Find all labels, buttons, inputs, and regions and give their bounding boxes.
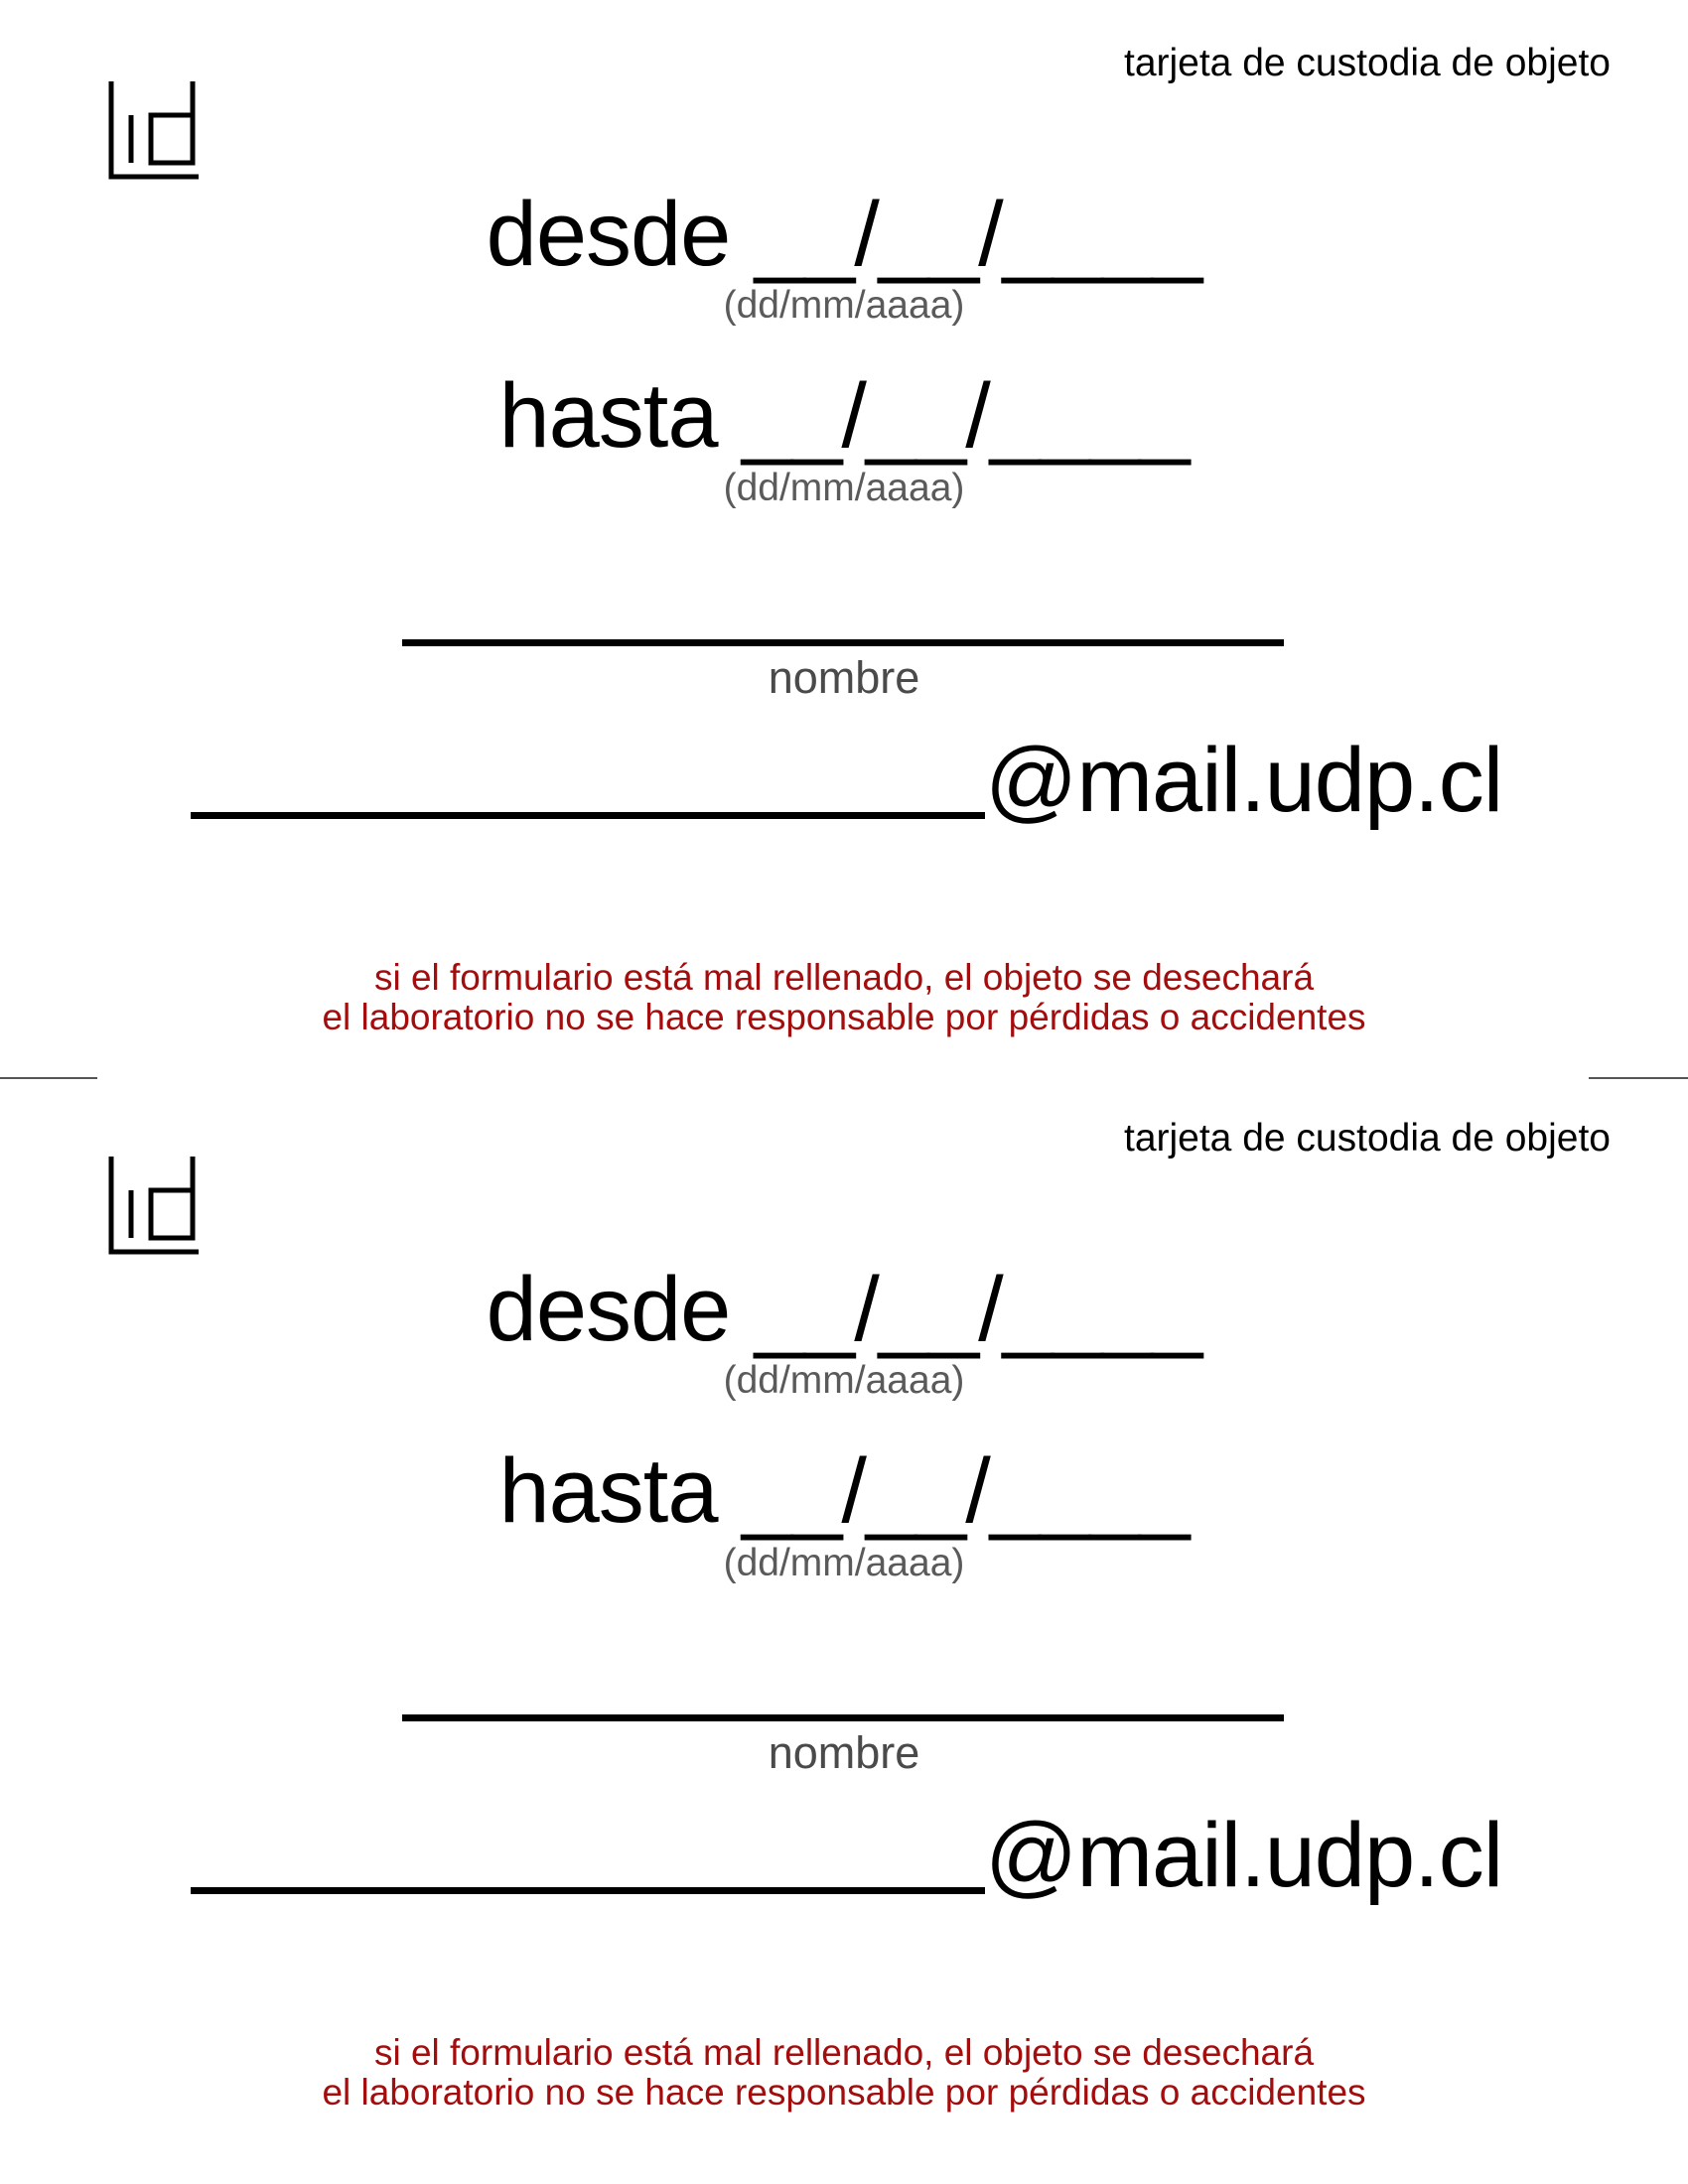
warning-text-2: el laboratorio no se hace responsable por pérdidas o accidentes [322, 997, 1366, 1037]
card-title: tarjeta de custodia de objeto [1123, 42, 1611, 84]
email-domain: @mail.udp.cl [985, 1805, 1503, 1906]
desde-label: desde __/__/____ [486, 184, 1202, 285]
hasta-format-hint: (dd/mm/aaaa) [723, 467, 965, 509]
email-domain: @mail.udp.cl [985, 730, 1503, 831]
custody-card [0, 0, 1688, 1077]
lid-logo-icon [107, 77, 203, 183]
desde-date-field[interactable] [0, 184, 1688, 285]
name-field-line[interactable] [402, 639, 1284, 646]
custody-card [0, 1075, 1688, 2152]
desde-label: desde __/__/____ [486, 1259, 1202, 1360]
desde-format-hint: (dd/mm/aaaa) [723, 284, 965, 327]
email-field-line[interactable] [191, 812, 985, 819]
name-field-line[interactable] [402, 1714, 1284, 1721]
card-title: tarjeta de custodia de objeto [1123, 1117, 1611, 1160]
name-field-label: nombre [768, 652, 920, 703]
desde-date-field[interactable] [0, 1259, 1688, 1360]
name-field-label: nombre [768, 1727, 920, 1778]
lid-logo-icon [107, 1153, 203, 1258]
hasta-label: hasta __/__/____ [498, 1440, 1190, 1542]
hasta-date-field[interactable] [0, 365, 1688, 467]
warning-text-1: si el formulario está mal rellenado, el objeto se desechará [373, 2032, 1315, 2073]
hasta-format-hint: (dd/mm/aaaa) [723, 1542, 965, 1584]
warning-text-1: si el formulario está mal rellenado, el objeto se desechará [373, 957, 1315, 998]
email-field-line[interactable] [191, 1887, 985, 1894]
hasta-date-field[interactable] [0, 1440, 1688, 1542]
desde-format-hint: (dd/mm/aaaa) [723, 1359, 965, 1402]
warning-text-2: el laboratorio no se hace responsable por pérdidas o accidentes [322, 2072, 1366, 2113]
hasta-label: hasta __/__/____ [498, 365, 1190, 467]
